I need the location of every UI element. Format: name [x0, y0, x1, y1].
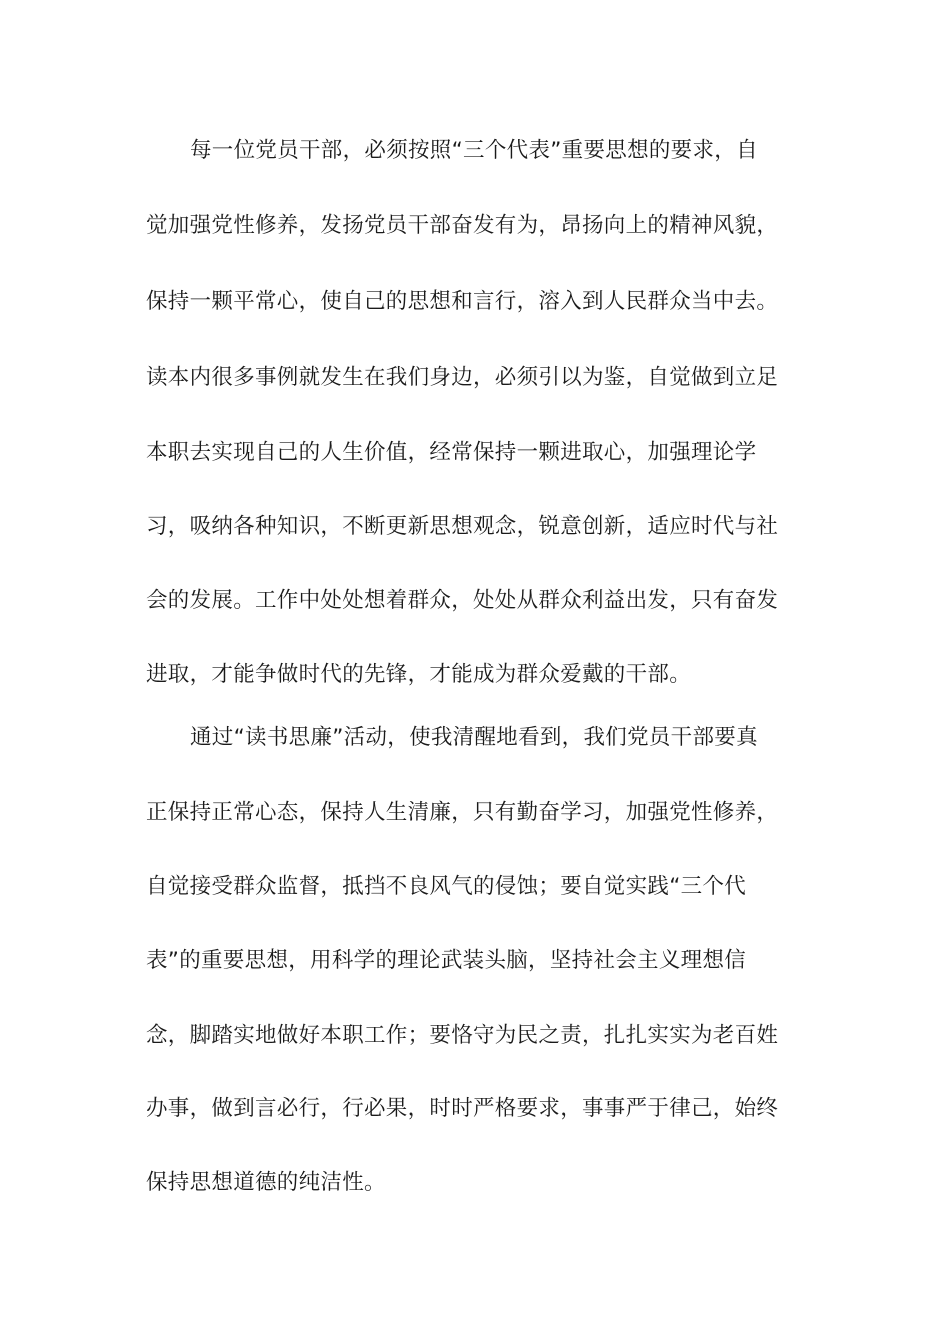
paragraph-1-line-1: 每一位党员干部，必须按照“三个代表”重要思想的要求，自 — [190, 138, 758, 163]
paragraph-1-line-8: 进取，才能争做时代的先锋，才能成为群众爱戴的干部。 — [146, 662, 692, 687]
paragraph-1-line-5: 本职去实现自己的人生价值，经常保持一颗进取心，加强理论学 — [146, 440, 757, 465]
paragraph-2-line-4: 表”的重要思想，用科学的理论武装头脑，坚持社会主义理想信 — [146, 948, 747, 973]
paragraph-2-line-6: 办事，做到言必行，行必果，时时严格要求，事事严于律己，始终 — [146, 1096, 779, 1121]
paragraph-1-line-6: 习，吸纳各种知识，不断更新思想观念，锐意创新，适应时代与社 — [146, 514, 779, 539]
paragraph-2-line-3: 自觉接受群众监督，抵挡不良风气的侵蚀；要自觉实践“三个代 — [146, 874, 747, 899]
paragraph-2-line-1: 通过“读书思廉”活动，使我清醒地看到，我们党员干部要真 — [190, 725, 758, 750]
paragraph-1-line-7: 会的发展。工作中处处想着群众，处处从群众利益出发，只有奋发 — [146, 588, 779, 613]
paragraph-1-line-4: 读本内很多事例就发生在我们身边，必须引以为鉴，自觉做到立足 — [146, 365, 779, 390]
paragraph-2-line-2: 正保持正常心态，保持人生清廉，只有勤奋学习，加强党性修养， — [146, 800, 779, 825]
paragraph-1-line-3: 保持一颗平常心，使自己的思想和言行，溶入到人民群众当中去。 — [146, 289, 779, 314]
paragraph-2-line-7: 保持思想道德的纯洁性。 — [146, 1170, 386, 1195]
paragraph-2-line-5: 念，脚踏实地做好本职工作；要恪守为民之责，扎扎实实为老百姓 — [146, 1023, 779, 1048]
paragraph-1-line-2: 觉加强党性修养，发扬党员干部奋发有为，昂扬向上的精神风貌， — [146, 213, 779, 238]
